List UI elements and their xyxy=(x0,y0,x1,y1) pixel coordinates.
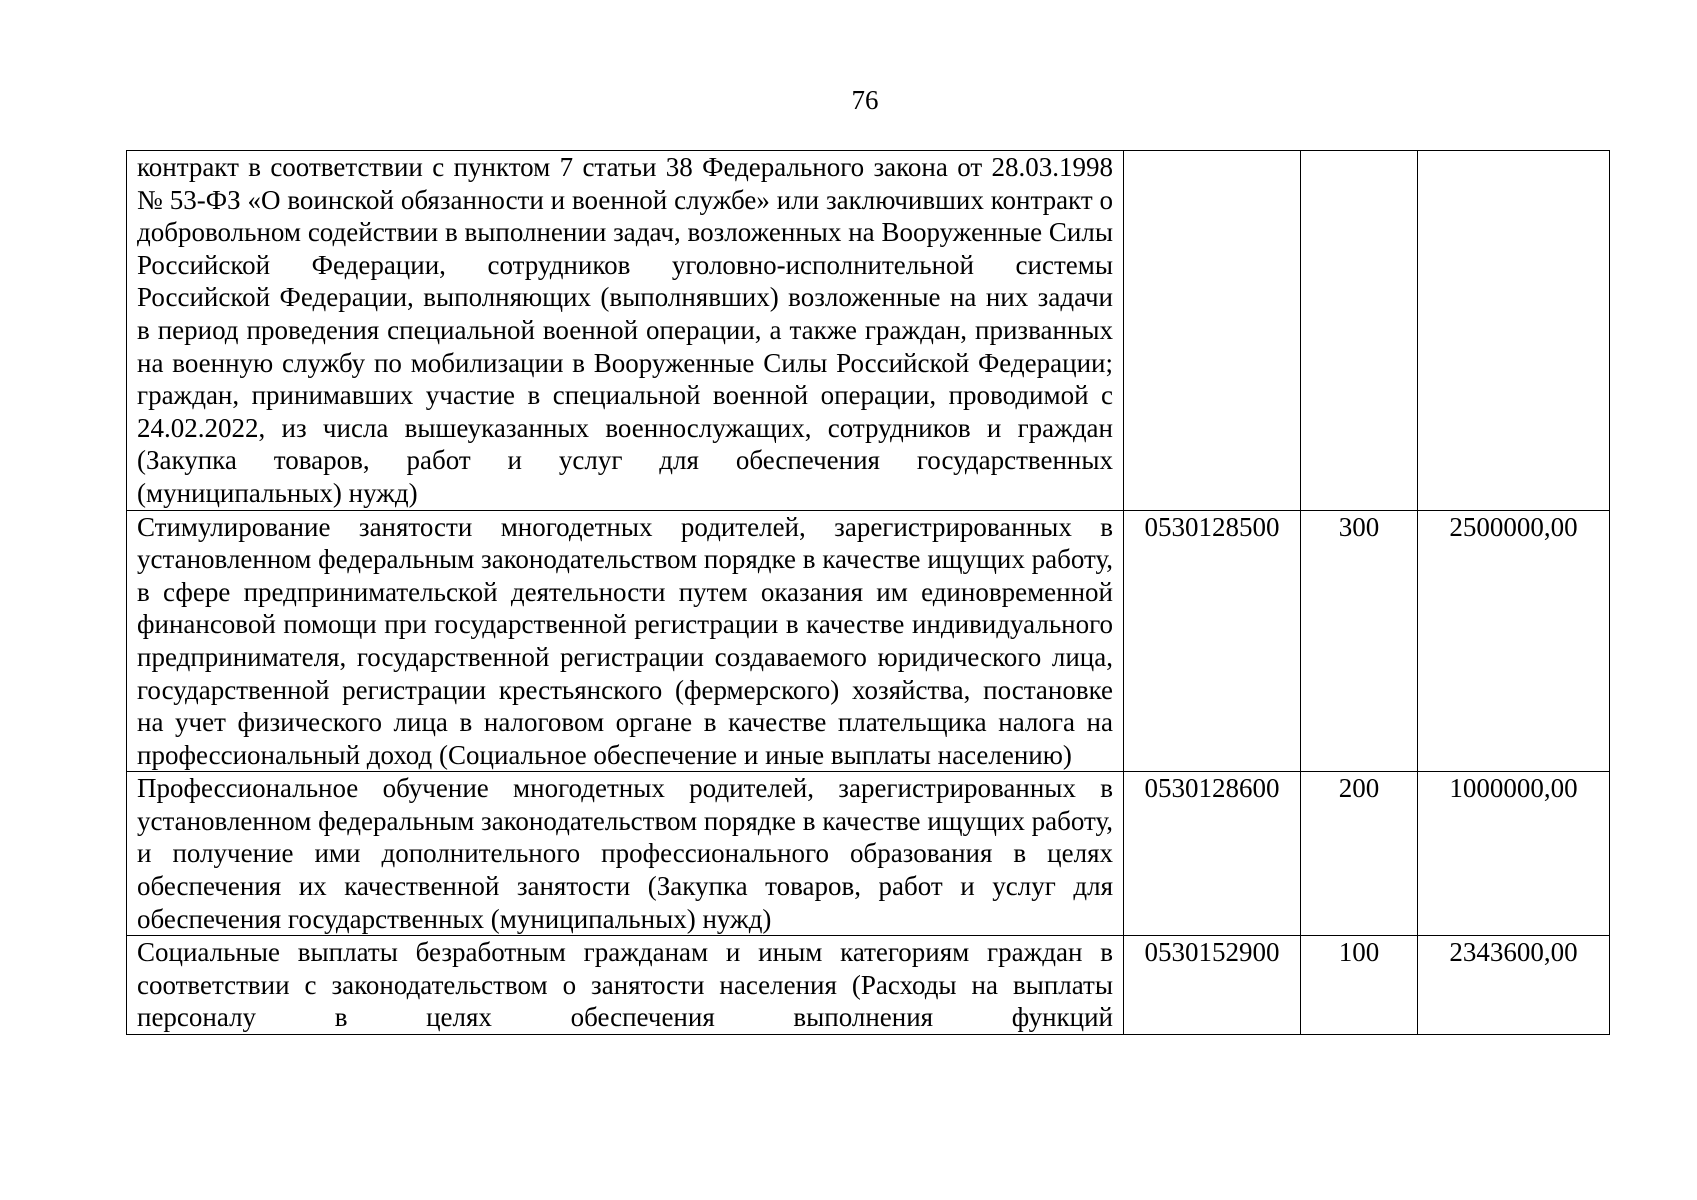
row-description: контракт в соответствии с пунктом 7 статьи 38 Федерального закона от 28.03.1998 № 53-ФЗ «О воинской обязанности и военной службе» или заключивших контракт о добровольном содействии в выполнении задач, возложенных на Вооруженные Силы Российской Федерации, сотрудников уголовно-исполнительной системы Российской Федерации, выполняющих (выполнявших) возложенные на них задачи в период проведения специальной военной операции, а также граждан, призванных на военную службу по мобилизации в Вооруженные Силы Российской Федерации; граждан, принимавших участие в специальной военной операции, проводимой с 24.02.2022, из числа вышеуказанных военнослужащих, сотрудников и граждан (Закупка товаров, работ и услуг для обеспечения государственных (муниципальных) нужд) xyxy=(127,151,1124,511)
row-target-code: 0530128600 xyxy=(1124,772,1301,936)
row-amount: 2500000,00 xyxy=(1418,510,1610,772)
row-amount: 2343600,00 xyxy=(1418,936,1610,1035)
row-expense-type xyxy=(1301,151,1418,511)
table-row xyxy=(127,772,1610,936)
row-target-code xyxy=(1124,151,1301,511)
row-target-code: 0530152900 xyxy=(1124,936,1301,1035)
budget-table xyxy=(126,150,1610,1035)
row-expense-type: 100 xyxy=(1301,936,1418,1035)
row-target-code: 0530128500 xyxy=(1124,510,1301,772)
page-number: 76 xyxy=(851,85,879,115)
table-row xyxy=(127,151,1610,511)
row-amount: 1000000,00 xyxy=(1418,772,1610,936)
table-row xyxy=(127,510,1610,772)
row-description: Профессиональное обучение многодетных родителей, зарегистрированных в установленном федеральным законодательством порядке в качестве ищущих работу, и получение ими дополнительного профессионального образования в целях обеспечения их качественной занятости (Закупка товаров, работ и услуг для обеспечения государственных (муниципальных) нужд) xyxy=(127,772,1124,936)
row-expense-type: 300 xyxy=(1301,510,1418,772)
table-row xyxy=(127,936,1610,1035)
row-description: Социальные выплаты безработным гражданам и иным категориям граждан в соответствии с законодательством о занятости населения (Расходы на выплаты персоналу в целях обеспечения выполнения функций xyxy=(127,936,1124,1035)
row-expense-type: 200 xyxy=(1301,772,1418,936)
row-description: Стимулирование занятости многодетных родителей, зарегистрированных в установленном федеральным законодательством порядке в качестве ищущих работу, в сфере предпринимательской деятельности путем оказания им единовременной финансовой помощи при государственной регистрации в качестве индивидуального предпринимателя, государственной регистрации создаваемого юридического лица, государственной регистрации крестьянского (фермерского) хозяйства, постановке на учет физического лица в налоговом органе в качестве плательщика налога на профессиональный доход (Социальное обеспечение и иные выплаты населению) xyxy=(127,510,1124,772)
row-amount xyxy=(1418,151,1610,511)
